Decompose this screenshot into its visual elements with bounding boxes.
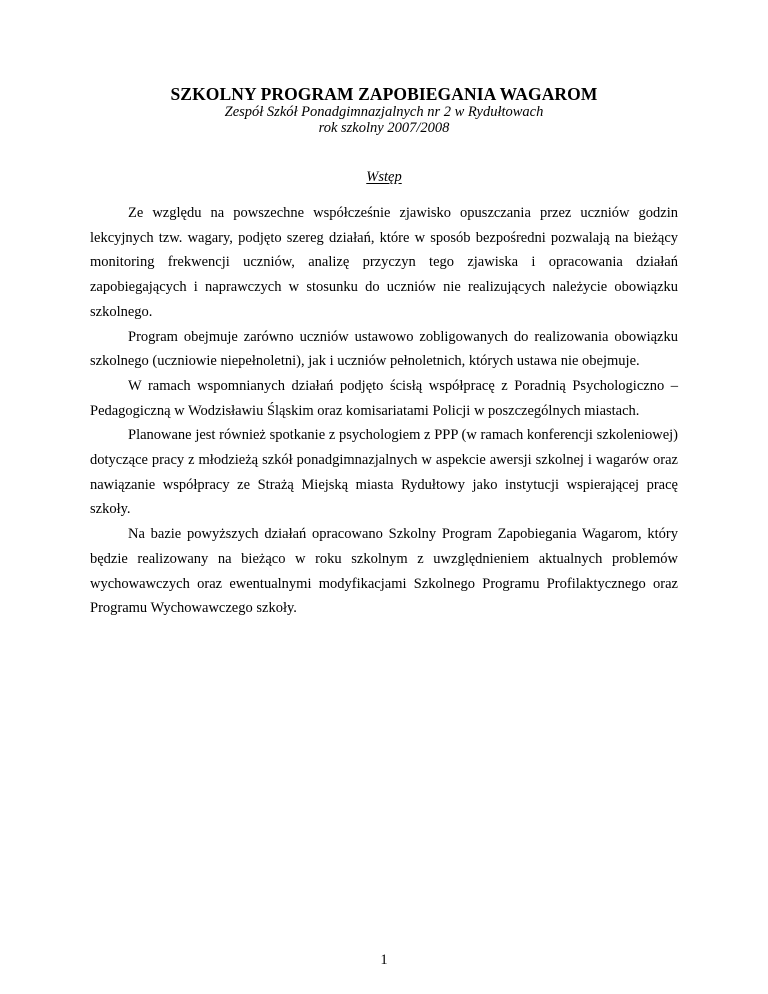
school-name: Zespół Szkół Ponadgimnazjalnych nr 2 w Rydułtowach: [224, 104, 544, 120]
paragraph-3: W ramach wspomnianych działań podjęto ścisłą współpracę z Poradnią Psychologiczno – Pedagogiczną w Wodzisławiu Śląskim oraz komisariatami Policji w poszczególnych miastach.: [90, 377, 678, 419]
paragraph-5: Na bazie powyższych działań opracowano Szkolny Program Zapobiegania Wagarom, który będzie realizowany na bieżąco w roku szkolnym z uwzględnieniem aktualnych problemów wychowawczych oraz ewentualnymi modyfikacjami Szkolnego Programu Profilaktycznego oraz Programu Wychowawczego szkoły.: [90, 526, 678, 617]
section-heading-text: Wstęp: [366, 169, 402, 185]
document-header: [0, 84, 768, 136]
school-year: rok szkolny 2007/2008: [318, 120, 450, 136]
page-number: 1: [380, 952, 388, 968]
paragraph-4: Planowane jest również spotkanie z psychologiem z PPP (w ramach konferencji szkoleniowej) dotyczące pracy z młodzieżą szkół ponadgimnazjalnych w aspekcie awersji szkolnej i wagarów oraz nawiązanie współpracy ze Strażą Miejską miasta Rydułtowy jako instytucji wspierającej pracę szkoły.: [90, 427, 678, 518]
document-title: SZKOLNY PROGRAM ZAPOBIEGANIA WAGAROM: [170, 84, 598, 104]
section-heading: [0, 168, 768, 186]
body-text: [90, 201, 678, 621]
paragraph-1: Ze względu na powszechne współcześnie zjawisko opuszczania przez uczniów godzin lekcyjnych tzw. wagary, podjęto szereg działań, które w sposób bezpośredni pozwalają na bieżący monitoring frekwencji uczniów, analizę przyczyn tego zjawiska i opracowania działań zapobiegających i naprawczych w stosunku do uczniów nie realizujących należycie obowiązku szkolnego.: [90, 205, 678, 320]
paragraph-2: Program obejmuje zarówno uczniów ustawowo zobligowanych do realizowania obowiązku szkolnego (uczniowie niepełnoletni), jak i uczniów pełnoletnich, których ustawa nie obejmuje.: [90, 328, 678, 370]
